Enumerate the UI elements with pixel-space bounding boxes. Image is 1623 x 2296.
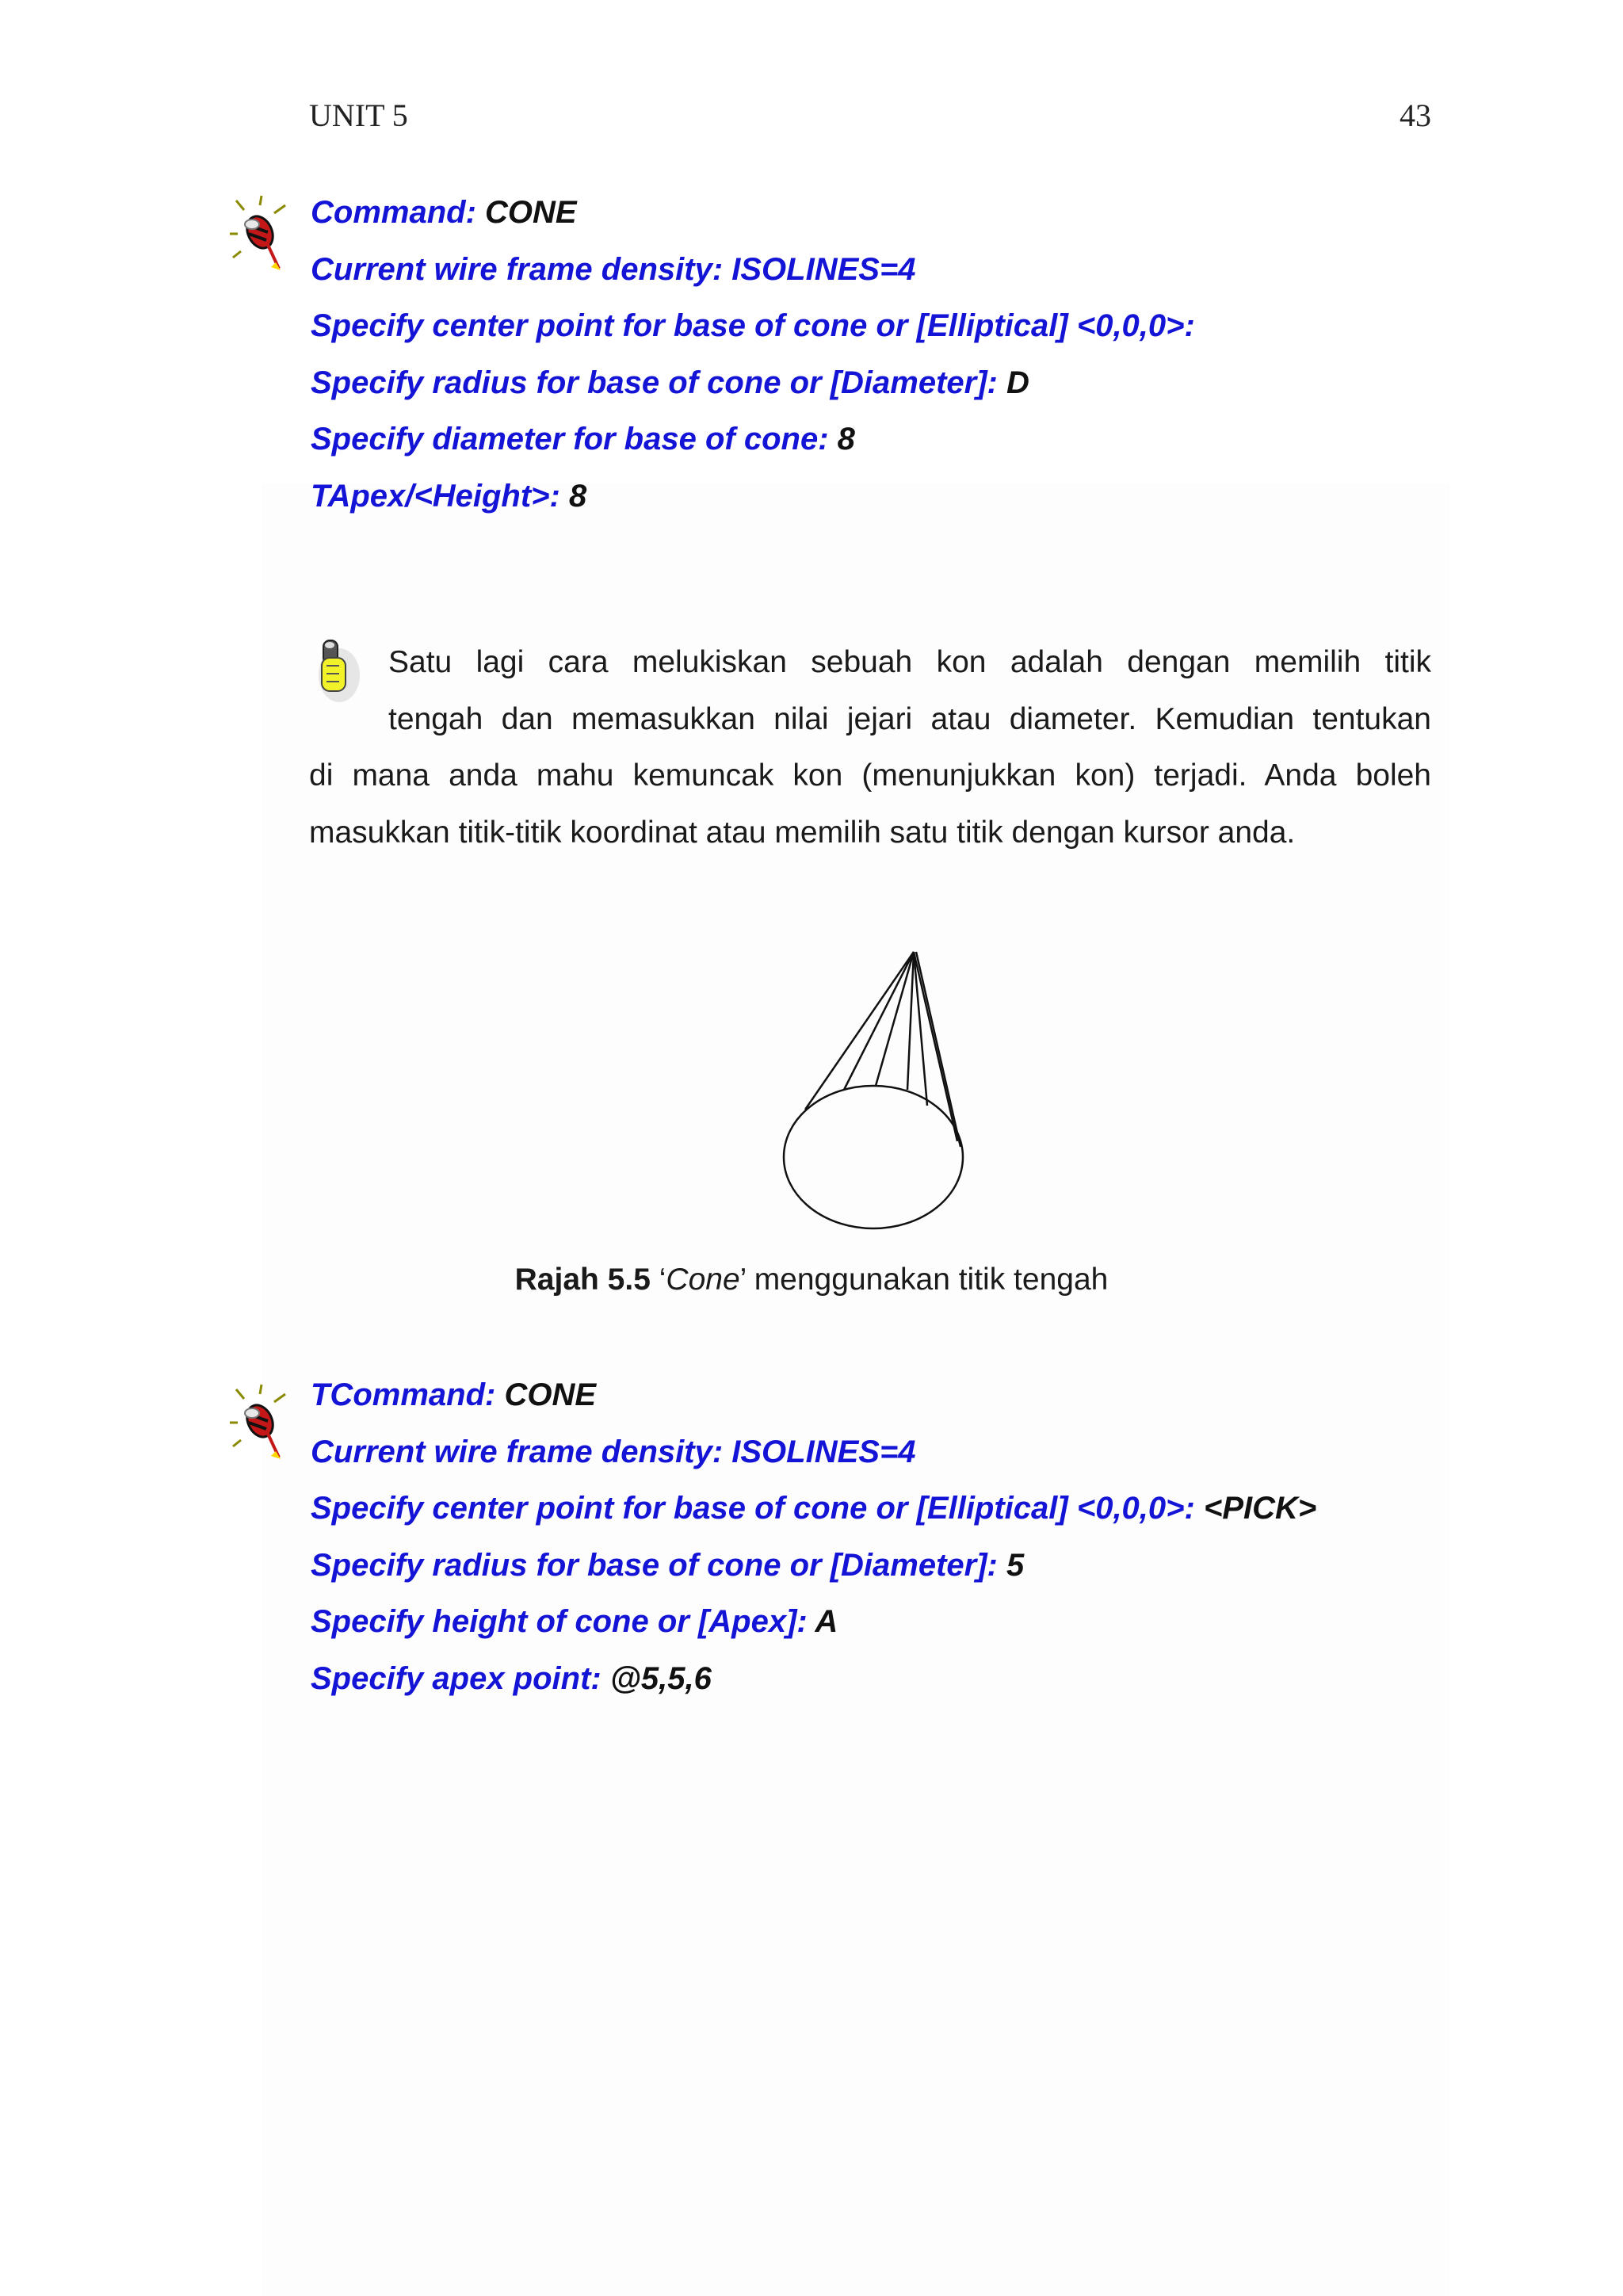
cone-figure <box>777 939 975 1248</box>
command-line <box>311 1594 1499 1651</box>
command-line <box>311 355 1499 412</box>
command-line <box>311 1480 1499 1538</box>
command-line <box>311 298 1499 355</box>
caption-text: ’ menggunakan titik tengah <box>739 1263 1109 1297</box>
command-line <box>311 1367 1499 1424</box>
command-input: 8 <box>559 478 587 514</box>
paragraph-line: di mana anda mahu kemuncak kon (menunjukkan kon) terjadi. Anda boleh <box>309 758 1431 793</box>
command-prompt: TApex/<Height>: <box>311 478 560 514</box>
command-line <box>311 242 1499 299</box>
paragraph-line: tengah dan memasukkan nilai jejari atau diameter. Kemudian tentukan <box>388 701 1431 736</box>
command-line <box>311 468 1499 525</box>
command-input: CONE <box>475 195 577 230</box>
command-block-1 <box>311 185 1499 525</box>
command-prompt: Specify radius for base of cone or [Diameter]: <box>311 365 998 400</box>
paragraph-line: masukkan titik-titik koordinat atau memilih satu titik dengan kursor anda. <box>309 815 1296 850</box>
caption-italic: Cone <box>666 1263 740 1297</box>
page-number: 43 <box>1400 97 1431 133</box>
command-input: 5 <box>997 1547 1025 1583</box>
page-header <box>309 97 1431 136</box>
command-prompt: Specify diameter for base of cone: <box>311 422 829 457</box>
command-input: A <box>807 1604 838 1640</box>
command-input: CONE <box>495 1377 597 1412</box>
command-line <box>311 1424 1499 1481</box>
command-prompt: Command: <box>311 195 476 230</box>
figure-label: Rajah 5.5 <box>514 1263 651 1297</box>
paragraph-line: Satu lagi cara melukiskan sebuah kon adalah dengan memilih titik <box>388 645 1431 679</box>
bug-icon <box>230 1383 293 1462</box>
command-block-2 <box>311 1367 1499 1708</box>
caption-quote: ‘ <box>650 1263 666 1297</box>
command-prompt: Specify center point for base of cone or [Elliptical] <0,0,0>: <box>311 1491 1195 1526</box>
body-paragraph <box>309 634 1431 861</box>
command-line <box>311 1538 1499 1595</box>
command-line <box>311 411 1499 468</box>
command-prompt: Specify apex point: <box>311 1660 601 1696</box>
command-line <box>311 1651 1499 1708</box>
figure-caption <box>0 1260 1623 1300</box>
unit-label: UNIT 5 <box>309 97 408 133</box>
command-input: <PICK> <box>1194 1491 1317 1526</box>
command-prompt: Specify center point for base of cone or [Elliptical] <0,0,0>: <box>311 308 1195 344</box>
command-prompt: Current wire frame density: ISOLINES=4 <box>311 251 916 287</box>
command-input: D <box>997 365 1029 400</box>
bug-icon <box>230 194 293 273</box>
command-prompt: Specify height of cone or [Apex]: <box>311 1604 808 1640</box>
command-input: @5,5,6 <box>601 1660 712 1696</box>
command-input: 8 <box>828 422 855 457</box>
command-prompt: Current wire frame density: ISOLINES=4 <box>311 1434 916 1469</box>
command-prompt: TCommand: <box>311 1377 496 1412</box>
command-line <box>311 185 1499 242</box>
command-prompt: Specify radius for base of cone or [Diameter]: <box>311 1547 998 1583</box>
